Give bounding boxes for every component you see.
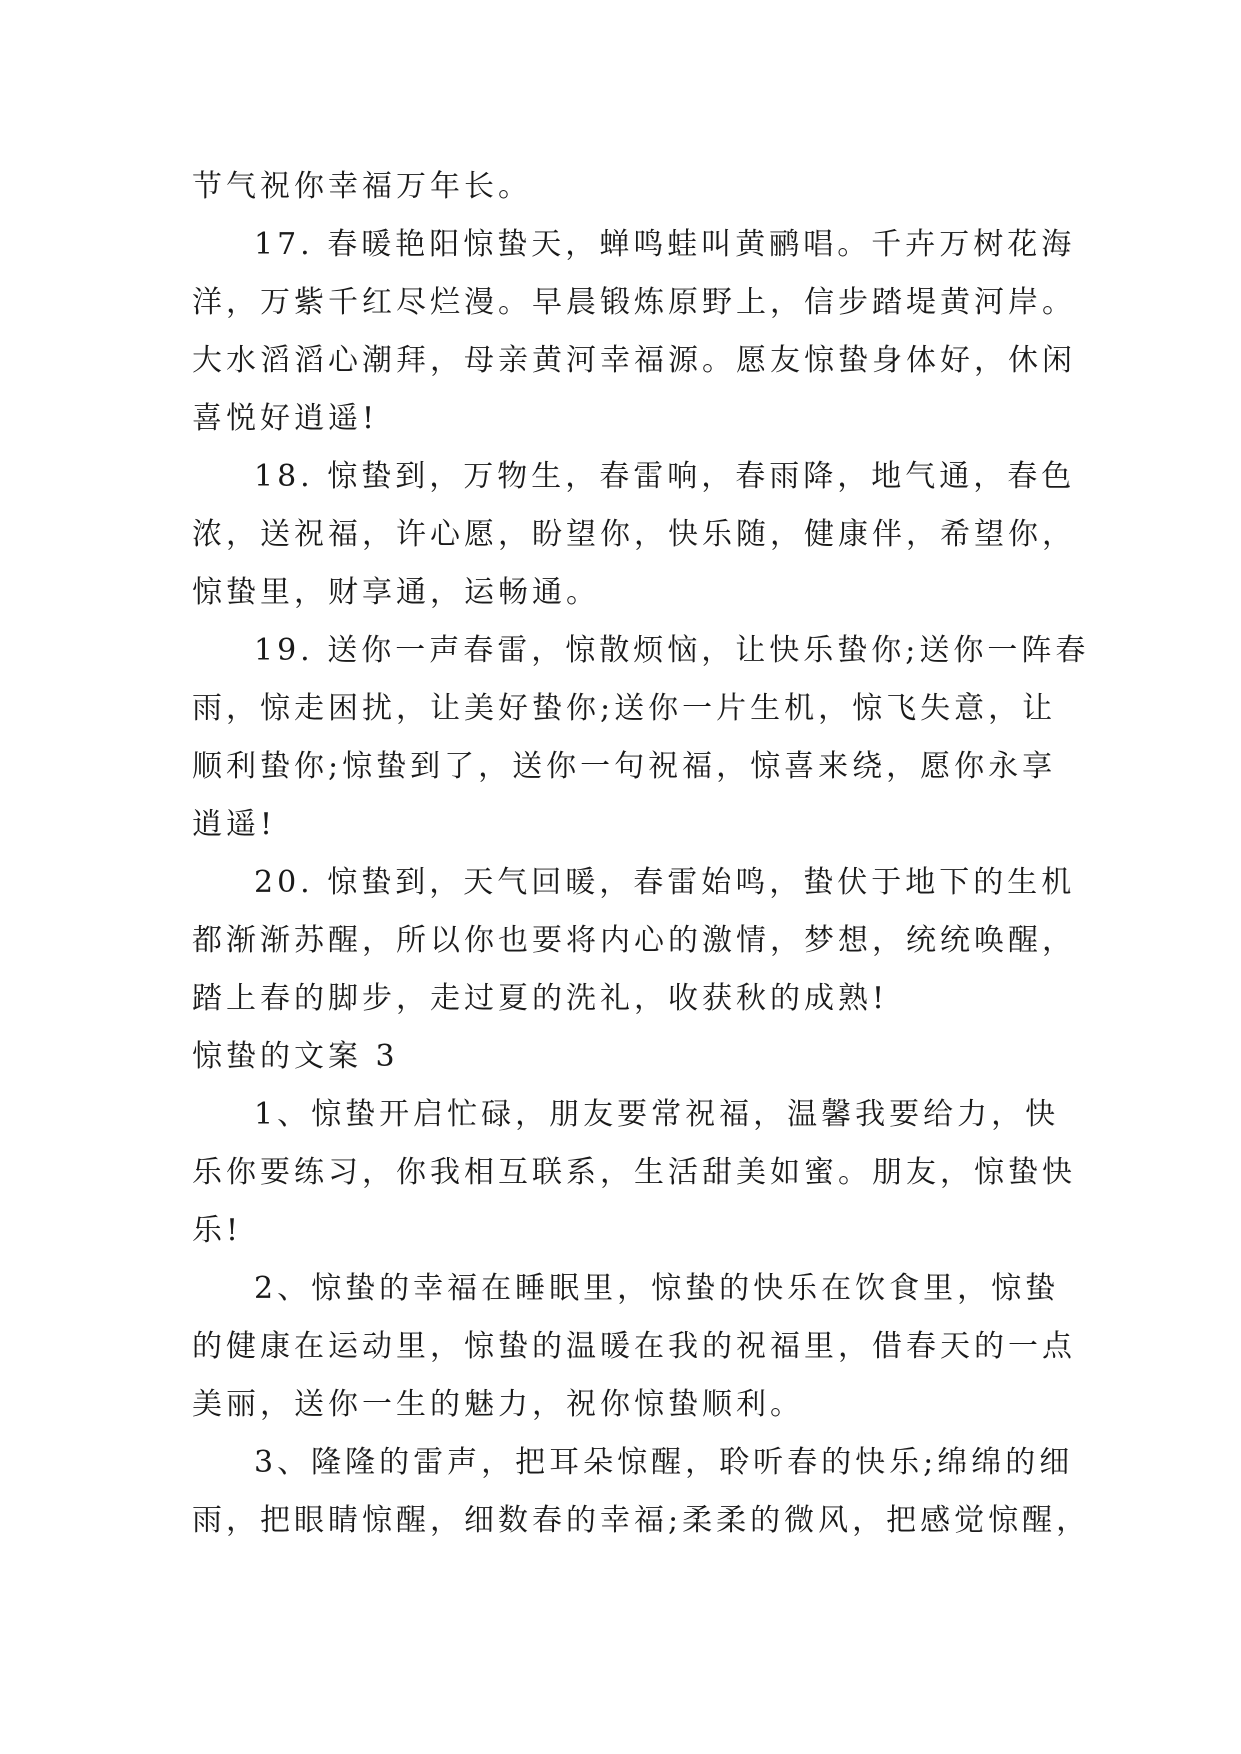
paragraph-17-line: 17. 春暖艳阳惊蛰天，蝉鸣蛙叫黄鹂唱。千卉万树花海 — [254, 227, 1076, 262]
item-1-line: 乐! — [192, 1213, 243, 1248]
paragraph-20-line: 都渐渐苏醒，所以你也要将内心的激情，梦想，统统唤醒， — [192, 923, 1076, 958]
item-3-line: 雨，把眼睛惊醒，细数春的幸福;柔柔的微风，把感觉惊醒， — [192, 1503, 1091, 1538]
document-body — [192, 158, 1091, 1550]
item-2-line: 2、惊蛰的幸福在睡眠里，惊蛰的快乐在饮食里，惊蛰 — [254, 1271, 1060, 1306]
paragraph-19-line: 雨，惊走困扰，让美好蛰你;送你一片生机，惊飞失意，让 — [192, 691, 1057, 726]
paragraph-20-line: 20. 惊蛰到，天气回暖，春雷始鸣，蛰伏于地下的生机 — [254, 865, 1076, 900]
item-1-line: 乐你要练习，你我相互联系，生活甜美如蜜。朋友，惊蛰快 — [192, 1155, 1076, 1190]
paragraph-17-line: 大水滔滔心潮拜，母亲黄河幸福源。愿友惊蛰身体好，休闲 — [192, 343, 1076, 378]
item-1-line: 1、惊蛰开启忙碌，朋友要常祝福，温馨我要给力，快 — [254, 1097, 1060, 1132]
paragraph-19-line: 19. 送你一声春雷，惊散烦恼，让快乐蛰你;送你一阵春 — [254, 633, 1090, 668]
item-2-line: 的健康在运动里，惊蛰的温暖在我的祝福里，借春天的一点 — [192, 1329, 1076, 1364]
item-3-line: 3、隆隆的雷声，把耳朵惊醒，聆听春的快乐;绵绵的细 — [254, 1445, 1074, 1480]
paragraph-18-line: 18. 惊蛰到，万物生，春雷响，春雨降，地气通，春色 — [254, 459, 1076, 494]
paragraph-20-line: 踏上春的脚步，走过夏的洗礼，收获秋的成熟! — [192, 981, 889, 1016]
paragraph-18-line: 惊蛰里，财享通，运畅通。 — [192, 575, 600, 610]
paragraph-17-line: 喜悦好逍遥! — [192, 401, 379, 436]
section-heading: 惊蛰的文案 3 — [192, 1039, 399, 1074]
text-line: 节气祝你幸福万年长。 — [192, 169, 532, 204]
paragraph-18-line: 浓，送祝福，许心愿，盼望你，快乐随，健康伴，希望你， — [192, 517, 1076, 552]
item-2-line: 美丽，送你一生的魅力，祝你惊蛰顺利。 — [192, 1387, 804, 1422]
paragraph-19-line: 顺利蛰你;惊蛰到了，送你一句祝福，惊喜来绕，愿你永享 — [192, 749, 1057, 784]
paragraph-19-line: 逍遥! — [192, 807, 277, 842]
paragraph-17-line: 洋，万紫千红尽烂漫。早晨锻炼原野上，信步踏堤黄河岸。 — [192, 285, 1076, 320]
